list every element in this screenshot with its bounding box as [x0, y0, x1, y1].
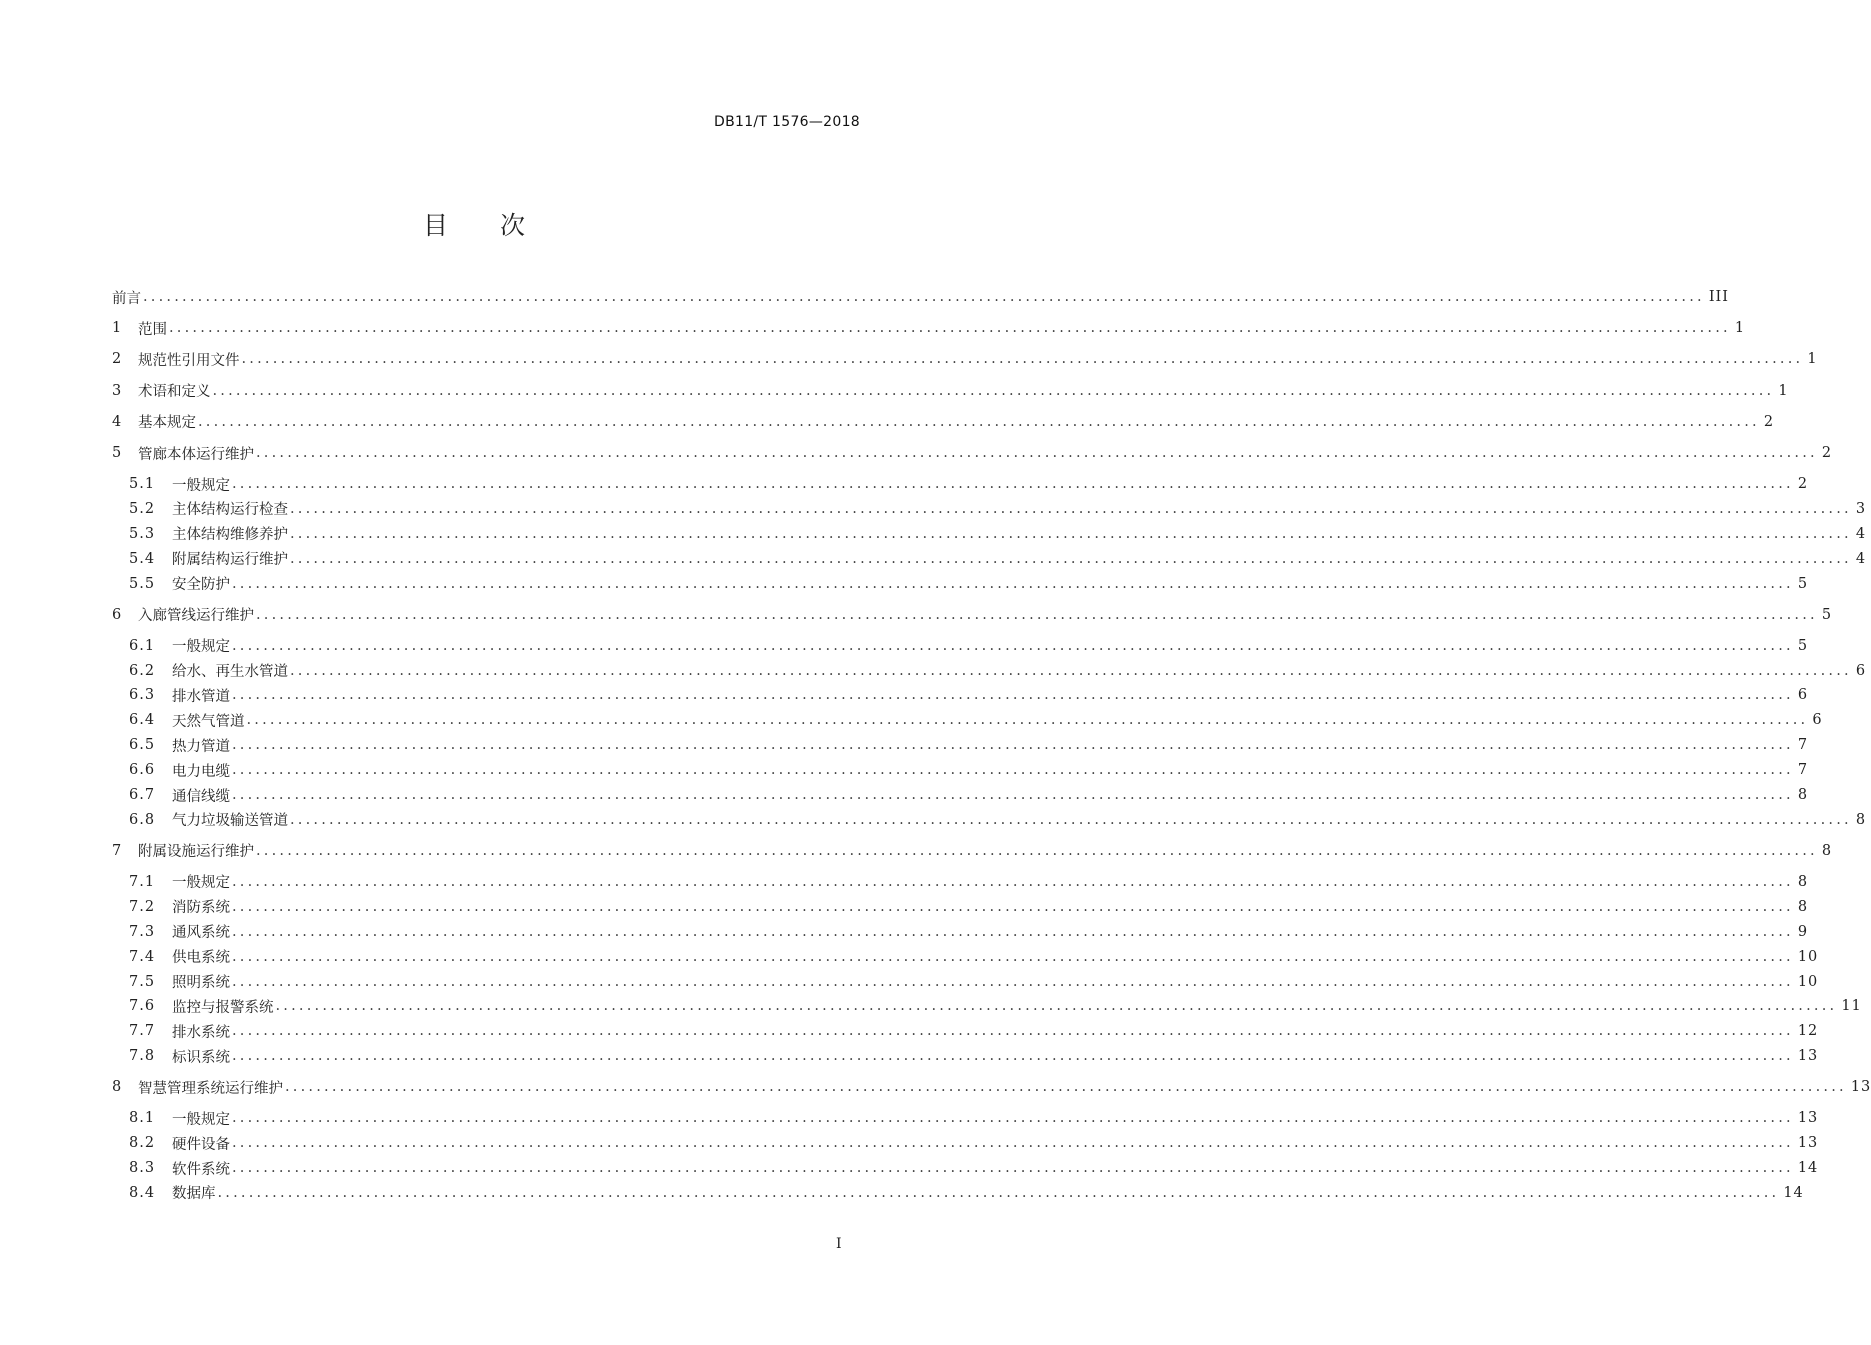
- toc-entry-page: 5: [1821, 606, 1833, 623]
- toc-entry-page: 6: [1812, 712, 1823, 729]
- toc-entry-number: 6.5: [129, 737, 156, 754]
- toc-entry-number: 6.1: [129, 637, 156, 654]
- toc-title-char-1: 目: [422, 211, 450, 240]
- toc-entry-label: 软件系统: [172, 1161, 230, 1178]
- toc-leader-dots: ........................................................................................................................................................................................................: [290, 662, 1852, 679]
- toc-entry-label: 安全防护: [172, 577, 230, 594]
- toc-entry-label: 气力垃圾输送管道: [172, 813, 288, 830]
- toc-entry-page: 6: [1855, 662, 1867, 679]
- toc-entry-page: 14: [1797, 1160, 1819, 1176]
- toc-leader-dots: ........................................................................................................................................................................................................: [198, 413, 1760, 430]
- toc-entry-label: 一般规定: [172, 639, 230, 656]
- toc-entry-number: 6.7: [129, 787, 156, 803]
- toc-entry-number: 1: [112, 320, 122, 337]
- toc-entry-page: 1: [1734, 320, 1746, 337]
- toc-leader-dots: ........................................................................................................................................................................................................: [290, 525, 1852, 542]
- document-code: DB11/T 1576—2018: [714, 114, 860, 130]
- toc-entry-page: 3: [1855, 500, 1867, 517]
- toc-entry[interactable]: [129, 994, 1862, 1018]
- toc-entry[interactable]: [112, 410, 1775, 434]
- toc-leader-dots: ........................................................................................................................................................................................................: [285, 1079, 1847, 1096]
- toc-entry[interactable]: [129, 708, 1823, 732]
- toc-leader-dots: ........................................................................................................................................................................................................: [275, 998, 1838, 1015]
- toc-entry[interactable]: [129, 1181, 1804, 1205]
- toc-entry-label: 标识系统: [172, 1049, 230, 1066]
- toc-entry-page: 14: [1783, 1184, 1804, 1201]
- toc-entry-page: 8: [1855, 811, 1867, 828]
- toc-entry-number: 7.2: [129, 898, 156, 915]
- toc-entry-page: 10: [1797, 973, 1819, 990]
- toc-entry-label: 智慧管理系统运行维护: [138, 1080, 283, 1097]
- toc-entry-label: 管廊本体运行维护: [138, 446, 254, 463]
- toc-entry-number: 6.8: [129, 811, 156, 828]
- toc-entry-label: 排水系统: [172, 1024, 230, 1041]
- toc-entry-label: 照明系统: [172, 975, 230, 991]
- toc-entry-number: 5.2: [129, 500, 156, 517]
- toc-leader-dots: ........................................................................................................................................................................................................: [256, 445, 1818, 461]
- toc-leader-dots: ........................................................................................................................................................................................................: [232, 898, 1794, 915]
- toc-leader-dots: ........................................................................................................................................................................................................: [232, 476, 1794, 492]
- toc-entry-label: 数据库: [172, 1186, 216, 1203]
- toc-entry[interactable]: [112, 379, 1789, 403]
- toc-entry[interactable]: [129, 1131, 1819, 1155]
- toc-entry[interactable]: [129, 547, 1867, 571]
- toc-entry-number: 7.6: [129, 998, 156, 1015]
- toc-entry-label: 排水管道: [172, 688, 230, 705]
- toc-leader-dots: ........................................................................................................................................................................................................: [290, 550, 1852, 567]
- toc-leader-dots: ........................................................................................................................................................................................................: [232, 1023, 1794, 1040]
- toc-entry-label: 主体结构维修养护: [172, 527, 288, 544]
- toc-title-char-2: 次: [500, 211, 528, 240]
- toc-entry-number: 8.4: [129, 1184, 156, 1201]
- toc-entry-number: 4: [112, 413, 122, 430]
- toc-entry-number: 6.3: [129, 687, 156, 704]
- toc-leader-dots: ........................................................................................................................................................................................................: [217, 1184, 1780, 1201]
- toc-leader-dots: ........................................................................................................................................................................................................: [246, 712, 1809, 729]
- toc-entry-label: 通信线缆: [172, 788, 230, 805]
- toc-leader-dots: ........................................................................................................................................................................................................: [232, 948, 1794, 965]
- toc-entry-label: 术语和定义: [138, 384, 211, 401]
- toc-entry-number: 8.2: [129, 1135, 156, 1152]
- toc-entry-number: 7.7: [129, 1023, 156, 1040]
- toc-entry-number: 7: [112, 842, 122, 859]
- toc-entry-number: 6: [112, 606, 122, 623]
- toc-leader-dots: ........................................................................................................................................................................................................: [290, 500, 1852, 517]
- toc-entry-page: 10: [1797, 948, 1819, 965]
- toc-entry-page: 8: [1797, 898, 1809, 915]
- toc-entry-page: 11: [1841, 998, 1862, 1015]
- toc-entry[interactable]: [129, 472, 1809, 496]
- toc-entry-number: 7.3: [129, 923, 156, 940]
- toc-entry-label: 基本规定: [138, 415, 196, 432]
- toc-entry-label: 天然气管道: [172, 713, 245, 730]
- toc-entry[interactable]: [112, 839, 1833, 863]
- toc-entry[interactable]: [129, 683, 1809, 707]
- toc-entry-label: 一般规定: [172, 875, 230, 892]
- toc-entry-page: 2: [1797, 476, 1809, 492]
- toc-leader-dots: ........................................................................................................................................................................................................: [232, 687, 1794, 704]
- toc-entry-page: 7: [1797, 762, 1809, 779]
- toc-title: [0, 206, 950, 242]
- toc-entry-number: 5.3: [129, 525, 156, 542]
- toc-entry-number: 8.3: [129, 1160, 156, 1176]
- toc-entry-number: 5.5: [129, 575, 156, 592]
- toc-entry[interactable]: [129, 572, 1809, 596]
- toc-leader-dots: ........................................................................................................................................................................................................: [212, 382, 1775, 399]
- toc-entry-page: 5: [1797, 637, 1809, 654]
- toc-entry-number: 7.5: [129, 973, 156, 990]
- toc-leader-dots: ........................................................................................................................................................................................................: [232, 637, 1794, 654]
- toc-entry-page: 12: [1797, 1023, 1819, 1040]
- toc-entry-label: 通风系统: [172, 925, 230, 942]
- toc-leader-dots: ........................................................................................................................................................................................................: [232, 923, 1794, 940]
- toc-entry[interactable]: [129, 659, 1867, 683]
- toc-entry-page: 4: [1855, 550, 1867, 567]
- toc-entry-label: 一般规定: [172, 1111, 230, 1128]
- toc-entry[interactable]: [129, 1019, 1819, 1043]
- toc-entry-page: 2: [1763, 413, 1775, 430]
- toc-entry-page: III: [1708, 289, 1730, 305]
- toc-entry-label: 给水、再生水管道: [172, 664, 288, 680]
- toc-entry-number: 7.4: [129, 948, 156, 965]
- toc-entry-page: 13: [1850, 1079, 1871, 1096]
- toc-entry-label: 供电系统: [172, 950, 230, 967]
- toc-entry[interactable]: [112, 316, 1746, 340]
- toc-entry-number: 2: [112, 351, 122, 368]
- toc-entry-number: 7.1: [129, 873, 156, 890]
- toc-leader-dots: ........................................................................................................................................................................................................: [232, 762, 1794, 779]
- toc-entry-number: 5.4: [129, 550, 156, 567]
- toc-leader-dots: ........................................................................................................................................................................................................: [232, 1160, 1794, 1176]
- toc-entry-page: 13: [1797, 1048, 1819, 1065]
- toc-entry-number: 7.8: [129, 1048, 156, 1065]
- toc-leader-dots: ........................................................................................................................................................................................................: [143, 289, 1705, 305]
- toc-entry[interactable]: [129, 783, 1809, 807]
- toc-entry-number: 6.2: [129, 662, 156, 679]
- toc-entry-number: 8.1: [129, 1110, 156, 1127]
- toc-entry[interactable]: [112, 285, 1730, 309]
- toc-leader-dots: ........................................................................................................................................................................................................: [232, 1048, 1794, 1065]
- toc-entry-label: 电力电缆: [172, 763, 230, 780]
- toc-entry[interactable]: [112, 603, 1833, 627]
- toc-entry-page: 8: [1797, 787, 1809, 803]
- toc-entry-label: 规范性引用文件: [138, 352, 240, 369]
- toc-leader-dots: ........................................................................................................................................................................................................: [232, 1110, 1794, 1127]
- toc-entry[interactable]: [129, 870, 1809, 894]
- toc-entry[interactable]: [129, 634, 1809, 658]
- toc-entry-page: 13: [1797, 1110, 1819, 1127]
- toc-entry[interactable]: [129, 1156, 1819, 1180]
- toc-leader-dots: ........................................................................................................................................................................................................: [232, 1135, 1794, 1152]
- toc-leader-dots: ........................................................................................................................................................................................................: [256, 842, 1818, 859]
- toc-entry-page: 8: [1821, 842, 1833, 859]
- toc-leader-dots: ........................................................................................................................................................................................................: [232, 575, 1794, 592]
- toc-entry[interactable]: [112, 441, 1833, 465]
- toc-entry-number: 3: [112, 382, 122, 399]
- toc-entry[interactable]: [129, 945, 1819, 969]
- toc-entry-label: 范围: [138, 321, 167, 338]
- toc-entry-label: 主体结构运行检查: [172, 502, 288, 519]
- toc-entry[interactable]: [129, 733, 1809, 757]
- toc-entry[interactable]: [129, 522, 1867, 546]
- toc-entry-page: 6: [1797, 687, 1809, 704]
- toc-entry[interactable]: [129, 970, 1819, 994]
- toc-entry[interactable]: [129, 1106, 1819, 1130]
- toc-leader-dots: ........................................................................................................................................................................................................: [290, 811, 1852, 828]
- toc-entry-page: 13: [1797, 1135, 1819, 1152]
- toc-entry[interactable]: [112, 347, 1818, 371]
- toc-entry-label: 硬件设备: [172, 1136, 230, 1153]
- toc-entry-page: 4: [1855, 525, 1867, 542]
- toc-entry-label: 前言: [112, 290, 141, 307]
- toc-entry-label: 一般规定: [172, 477, 230, 494]
- toc-leader-dots: ........................................................................................................................................................................................................: [241, 351, 1804, 368]
- toc-entry-page: 1: [1778, 382, 1789, 399]
- toc-entry-label: 热力管道: [172, 738, 230, 755]
- toc-entry[interactable]: [129, 920, 1809, 944]
- toc-entry[interactable]: [129, 895, 1809, 919]
- toc-entry-label: 监控与报警系统: [172, 999, 274, 1016]
- toc-leader-dots: ........................................................................................................................................................................................................: [256, 606, 1818, 623]
- toc-leader-dots: ........................................................................................................................................................................................................: [232, 737, 1794, 754]
- toc-entry-number: 6.6: [129, 762, 156, 779]
- toc-entry-label: 入廊管线运行维护: [138, 608, 254, 625]
- toc-entry-page: 2: [1821, 445, 1833, 461]
- toc-entry-label: 附属结构运行维护: [172, 552, 288, 569]
- toc-entry-number: 5: [112, 445, 122, 461]
- toc-entry-number: 6.4: [129, 712, 156, 729]
- toc-leader-dots: ........................................................................................................................................................................................................: [169, 320, 1731, 337]
- toc-entry[interactable]: [112, 1075, 1871, 1099]
- toc-entry-number: 8: [112, 1079, 122, 1096]
- toc-leader-dots: ........................................................................................................................................................................................................: [232, 973, 1794, 990]
- toc-entry-page: 1: [1807, 351, 1818, 368]
- toc-entry-page: 9: [1797, 923, 1809, 940]
- toc-entry[interactable]: [129, 497, 1867, 521]
- toc-entry-page: 5: [1797, 575, 1809, 592]
- toc-entry[interactable]: [129, 808, 1867, 832]
- toc-entry-page: 7: [1797, 737, 1809, 754]
- toc-entry[interactable]: [129, 1044, 1819, 1068]
- page-number: I: [836, 1236, 842, 1252]
- toc-entry[interactable]: [129, 758, 1809, 782]
- toc-leader-dots: ........................................................................................................................................................................................................: [232, 787, 1794, 803]
- toc-entry-page: 8: [1797, 873, 1809, 890]
- toc-entry-number: 5.1: [129, 476, 156, 492]
- toc-entry-label: 附属设施运行维护: [138, 844, 254, 861]
- toc-entry-label: 消防系统: [172, 900, 230, 917]
- toc-leader-dots: ........................................................................................................................................................................................................: [232, 873, 1794, 890]
